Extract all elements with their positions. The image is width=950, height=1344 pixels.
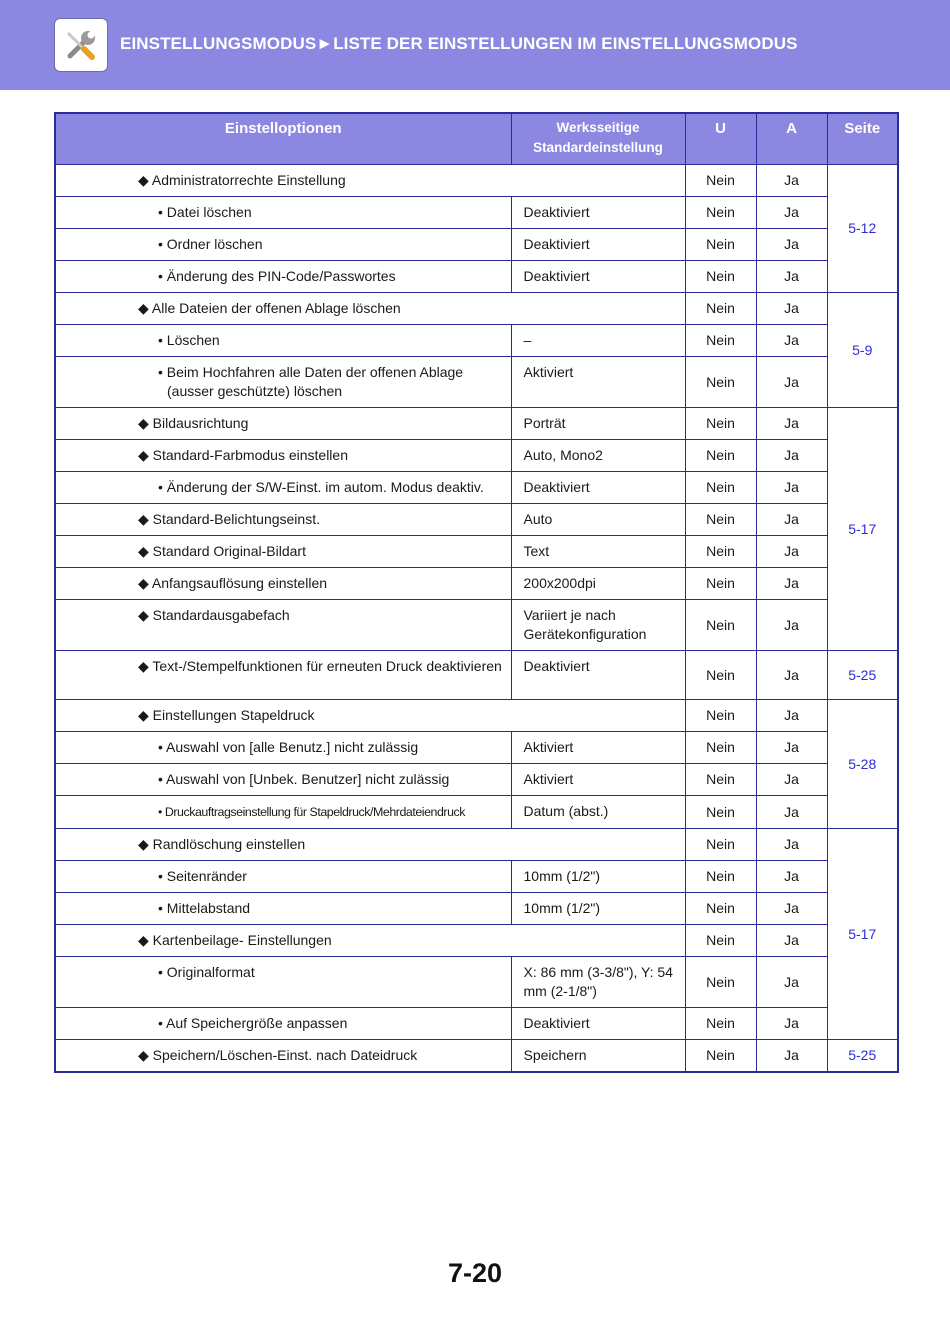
option-cell: • Löschen xyxy=(55,325,511,357)
u-cell: Nein xyxy=(685,408,756,440)
table-row xyxy=(55,504,898,536)
table-row xyxy=(55,1040,898,1073)
a-cell: Ja xyxy=(756,357,827,408)
table-row xyxy=(55,568,898,600)
column-header-a: A xyxy=(756,113,827,165)
default-cell: Porträt xyxy=(511,408,685,440)
u-cell: Nein xyxy=(685,229,756,261)
u-cell: Nein xyxy=(685,764,756,796)
option-cell: ◆ Randlöschung einstellen xyxy=(55,829,685,861)
a-cell: Ja xyxy=(756,261,827,293)
option-cell: ◆ Standard Original-Bildart xyxy=(55,536,511,568)
default-cell: Deaktiviert xyxy=(511,1008,685,1040)
column-header-u: U xyxy=(685,113,756,165)
default-cell: Deaktiviert xyxy=(511,261,685,293)
default-cell: Deaktiviert xyxy=(511,229,685,261)
tools-icon xyxy=(54,18,108,72)
u-cell: Nein xyxy=(685,1008,756,1040)
a-cell: Ja xyxy=(756,700,827,732)
a-cell: Ja xyxy=(756,229,827,261)
option-cell: • Auswahl von [alle Benutz.] nicht zulässig xyxy=(55,732,511,764)
a-cell: Ja xyxy=(756,829,827,861)
column-header-page: Seite xyxy=(827,113,898,165)
a-cell: Ja xyxy=(756,504,827,536)
a-cell: Ja xyxy=(756,165,827,197)
column-header-default xyxy=(511,113,685,165)
a-cell: Ja xyxy=(756,1008,827,1040)
a-cell: Ja xyxy=(756,408,827,440)
default-cell: Aktiviert xyxy=(511,764,685,796)
default-cell: 10mm (1/2") xyxy=(511,893,685,925)
u-cell: Nein xyxy=(685,261,756,293)
table-row xyxy=(55,165,898,197)
table-row xyxy=(55,261,898,293)
default-cell: Datum (abst.) xyxy=(511,796,685,829)
u-cell: Nein xyxy=(685,893,756,925)
page-reference[interactable]: 5-28 xyxy=(827,700,898,829)
u-cell: Nein xyxy=(685,197,756,229)
table-row xyxy=(55,893,898,925)
a-cell: Ja xyxy=(756,536,827,568)
u-cell: Nein xyxy=(685,957,756,1008)
u-cell: Nein xyxy=(685,536,756,568)
default-cell: Text xyxy=(511,536,685,568)
table-row xyxy=(55,732,898,764)
page-number: 7-20 xyxy=(447,1258,503,1288)
page-header xyxy=(0,0,950,90)
default-cell: – xyxy=(511,325,685,357)
a-cell: Ja xyxy=(756,764,827,796)
table-row xyxy=(55,925,898,957)
table-row xyxy=(55,861,898,893)
option-cell: ◆ Standardausgabefach xyxy=(55,600,511,651)
table-row xyxy=(55,408,898,440)
a-cell: Ja xyxy=(756,796,827,829)
a-cell: Ja xyxy=(756,957,827,1008)
option-cell: • Seitenränder xyxy=(55,861,511,893)
default-cell: Speichern xyxy=(511,1040,685,1073)
default-cell: 10mm (1/2") xyxy=(511,861,685,893)
u-cell: Nein xyxy=(685,700,756,732)
page-reference[interactable]: 5-17 xyxy=(827,408,898,651)
a-cell: Ja xyxy=(756,893,827,925)
option-cell: • Mittelabstand xyxy=(55,893,511,925)
a-cell: Ja xyxy=(756,861,827,893)
u-cell: Nein xyxy=(685,861,756,893)
table-row xyxy=(55,796,898,829)
u-cell: Nein xyxy=(685,925,756,957)
table-row xyxy=(55,600,898,651)
u-cell: Nein xyxy=(685,796,756,829)
default-cell: Auto, Mono2 xyxy=(511,440,685,472)
a-cell: Ja xyxy=(756,651,827,700)
a-cell: Ja xyxy=(756,293,827,325)
option-cell: ◆ Alle Dateien der offenen Ablage löschen xyxy=(55,293,685,325)
table-row xyxy=(55,229,898,261)
default-cell: X: 86 mm (3-3/8"), Y: 54 mm (2-1/8") xyxy=(511,957,685,1008)
settings-table xyxy=(54,112,899,1073)
option-cell: • Originalformat xyxy=(55,957,511,1008)
u-cell: Nein xyxy=(685,440,756,472)
option-cell xyxy=(55,651,511,700)
table-row xyxy=(55,357,898,408)
option-label: • Beim Hochfahren alle Daten der offenen Ablage (ausser geschützte) löschen xyxy=(158,364,464,399)
option-cell xyxy=(55,165,685,197)
u-cell: Nein xyxy=(685,293,756,325)
option-cell: ◆ Anfangsauflösung einstellen xyxy=(55,568,511,600)
option-label: • Druckauftragseinstellung für Stapeldruck/Mehrdateiendruck xyxy=(158,805,465,819)
u-cell: Nein xyxy=(685,732,756,764)
a-cell: Ja xyxy=(756,440,827,472)
option-cell: • Auf Speichergröße anpassen xyxy=(55,1008,511,1040)
option-cell: ◆ Kartenbeilage- Einstellungen xyxy=(55,925,685,957)
table-row xyxy=(55,957,898,1008)
default-cell: Variiert je nach Gerätekonfiguration xyxy=(511,600,685,651)
option-cell xyxy=(55,357,511,408)
page-reference[interactable]: 5-12 xyxy=(827,165,898,293)
table-row xyxy=(55,1008,898,1040)
option-cell: • Ordner löschen xyxy=(55,229,511,261)
table-row xyxy=(55,293,898,325)
a-cell: Ja xyxy=(756,1040,827,1073)
u-cell: Nein xyxy=(685,600,756,651)
table-row xyxy=(55,829,898,861)
column-header-default-line1: Werksseitige xyxy=(556,120,640,135)
table-row xyxy=(55,440,898,472)
option-cell: • Änderung der S/W-Einst. im autom. Modus deaktiv. xyxy=(55,472,511,504)
option-cell: • Datei löschen xyxy=(55,197,511,229)
table-header-row xyxy=(55,113,898,165)
default-cell: Aktiviert xyxy=(511,732,685,764)
u-cell: Nein xyxy=(685,504,756,536)
a-cell: Ja xyxy=(756,472,827,504)
option-cell: ◆ Einstellungen Stapeldruck xyxy=(55,700,685,732)
u-cell: Nein xyxy=(685,165,756,197)
default-cell: Deaktiviert xyxy=(511,197,685,229)
u-cell: Nein xyxy=(685,1040,756,1073)
option-cell: ◆ Speichern/Löschen-Einst. nach Dateidruck xyxy=(55,1040,511,1073)
default-cell: Deaktiviert xyxy=(511,472,685,504)
default-cell: 200x200dpi xyxy=(511,568,685,600)
default-cell: Aktiviert xyxy=(511,357,685,408)
u-cell: Nein xyxy=(685,651,756,700)
column-header-default-line2: Standardeinstellung xyxy=(533,140,663,155)
option-label: ◆ Administratorrechte Einstellung xyxy=(138,172,346,188)
page-reference[interactable]: 5-9 xyxy=(827,293,898,408)
page-reference[interactable]: 5-25 xyxy=(827,651,898,700)
u-cell: Nein xyxy=(685,325,756,357)
column-header-options: Einstelloptionen xyxy=(55,113,511,165)
option-label: ◆ Text-/Stempelfunktionen für erneuten Druck deaktivieren xyxy=(138,658,502,674)
table-row xyxy=(55,325,898,357)
option-cell: • Änderung des PIN-Code/Passwortes xyxy=(55,261,511,293)
option-cell: ◆ Standard-Belichtungseinst. xyxy=(55,504,511,536)
table-row xyxy=(55,700,898,732)
option-cell: ◆ Bildausrichtung xyxy=(55,408,511,440)
page-reference[interactable]: 5-25 xyxy=(827,1040,898,1073)
u-cell: Nein xyxy=(685,472,756,504)
page-reference[interactable]: 5-17 xyxy=(827,829,898,1040)
a-cell: Ja xyxy=(756,197,827,229)
option-cell xyxy=(55,796,511,829)
u-cell: Nein xyxy=(685,357,756,408)
a-cell: Ja xyxy=(756,600,827,651)
a-cell: Ja xyxy=(756,568,827,600)
a-cell: Ja xyxy=(756,925,827,957)
table-row xyxy=(55,764,898,796)
a-cell: Ja xyxy=(756,325,827,357)
table-row xyxy=(55,651,898,700)
default-cell: Auto xyxy=(511,504,685,536)
option-cell: • Auswahl von [Unbek. Benutzer] nicht zulässig xyxy=(55,764,511,796)
u-cell: Nein xyxy=(685,829,756,861)
default-cell: Deaktiviert xyxy=(511,651,685,700)
a-cell: Ja xyxy=(756,732,827,764)
page-title: EINSTELLUNGSMODUS►LISTE DER EINSTELLUNGEN IM EINSTELLUNGSMODUS xyxy=(120,34,798,53)
table-row xyxy=(55,536,898,568)
u-cell: Nein xyxy=(685,568,756,600)
option-cell: ◆ Standard-Farbmodus einstellen xyxy=(55,440,511,472)
table-row xyxy=(55,197,898,229)
table-row xyxy=(55,472,898,504)
